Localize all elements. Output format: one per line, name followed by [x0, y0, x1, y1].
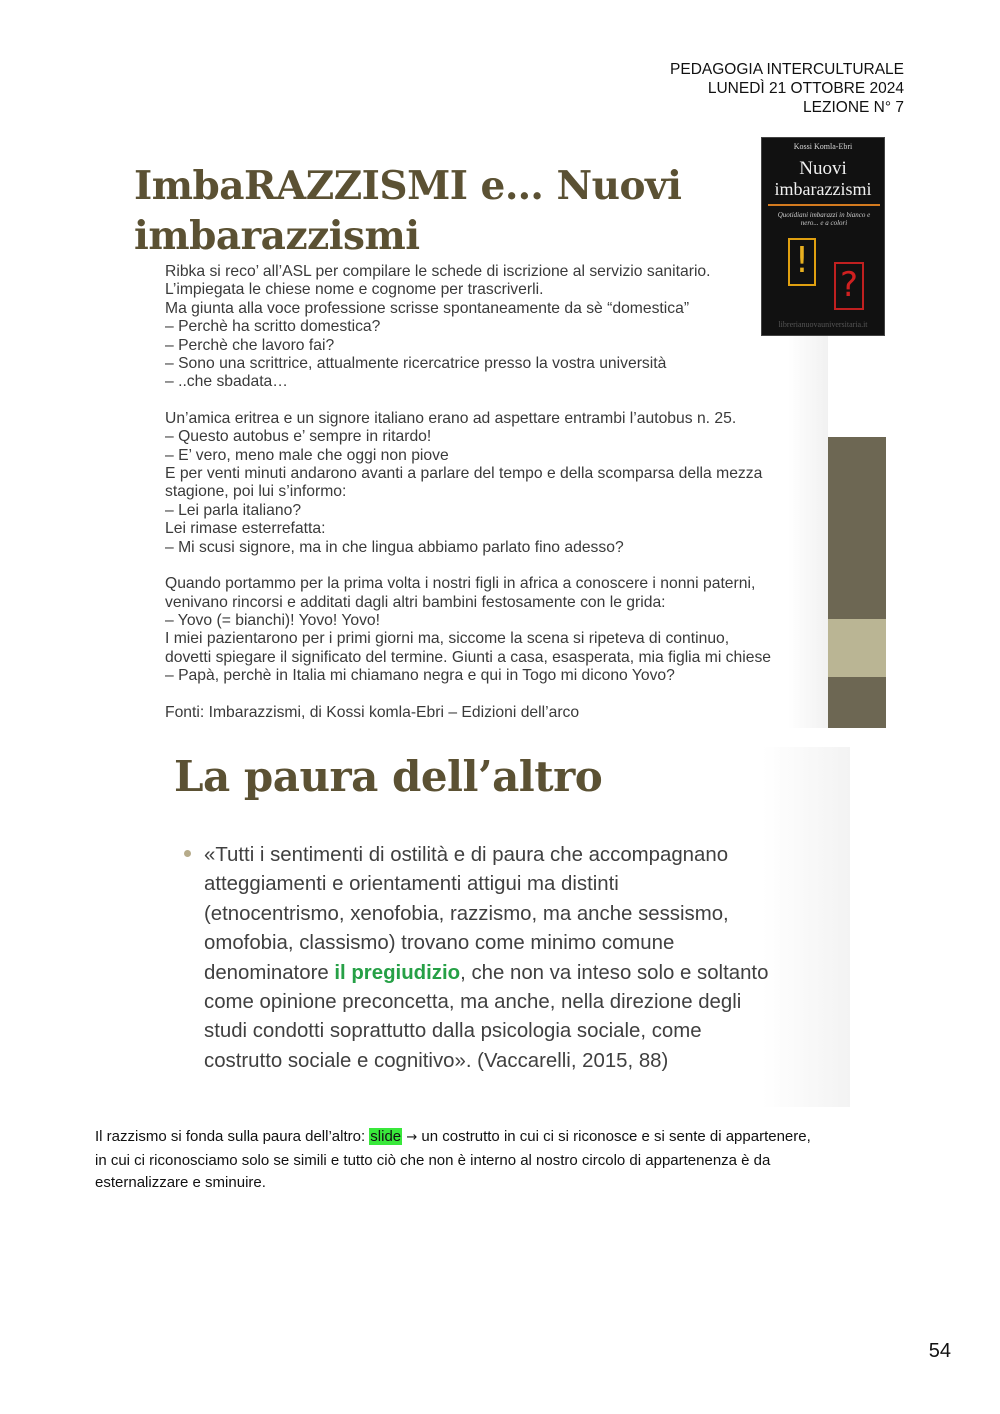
spacer: [165, 392, 845, 410]
slide-source: Fonti: Imbarazzismi, di Kossi komla-Ebri – Edizioni dell’arco: [165, 703, 580, 721]
slide-title: La paura dell’altro: [174, 752, 603, 801]
slide-paura-altro: [118, 747, 850, 1107]
book-title-line1: Nuovi: [799, 158, 847, 179]
quote-line: costrutto sociale e cognitivo». (Vaccarelli, 2015, 88): [204, 1049, 669, 1072]
story-line: dovetti spiegare il significato del termine. Giunti a casa, esasperata, mia figlia mi chiese: [165, 648, 772, 666]
quote-line: «Tutti i sentimenti di ostilità e di paura che accompagnano: [204, 844, 729, 866]
paragraph-text: Il razzismo si fonda sulla paura dell’altro:: [95, 1128, 370, 1145]
slide-imbarazzismi: [118, 137, 886, 728]
story-ribka: [165, 263, 845, 392]
notes-paragraph: [95, 1126, 915, 1195]
slide-body: [165, 263, 845, 722]
story-line: Quando portammo per la prima volta i nostri figli in africa a conoscere i nonni paterni,: [165, 575, 756, 593]
story-line: – Sono una scrittrice, attualmente ricercatrice presso la vostra università: [165, 355, 667, 373]
story-line: I miei pazientarono per i primi giorni ma, siccome la scena si ripeteva di continuo,: [165, 630, 730, 648]
paragraph-line: [95, 1126, 915, 1150]
spacer: [165, 686, 845, 704]
slide-quote: [204, 841, 844, 1076]
story-yovo: [165, 575, 845, 685]
course-title: PEDAGOGIA INTERCULTURALE: [670, 61, 904, 78]
quote-highlight: il pregiudizio: [334, 961, 461, 984]
spacer: [165, 557, 845, 575]
book-title-line2: imbarazzismi: [774, 179, 872, 199]
story-line: L’impiegata le chiese nome e cognome per trascriverli.: [165, 281, 544, 299]
arrow-right-icon: →: [406, 1130, 418, 1145]
story-line: Lei rimase esterrefatta:: [165, 520, 326, 538]
paragraph-line: in cui ci riconosciamo solo se simili e tutto ciò che non è interno al nostro circolo di appartenenza è da: [95, 1151, 771, 1169]
quote-line: omofobia, classismo) trovano come minimo comune: [204, 932, 675, 955]
page-header: [670, 60, 904, 117]
quote-line: (etnocentrismo, xenofobia, razzismo, ma anche sessismo,: [204, 902, 729, 925]
book-author: Kossi Komla-Ebri: [793, 142, 853, 151]
story-line: – E’ vero, meno male che oggi non piove: [165, 446, 449, 464]
highlighted-word: slide: [370, 1128, 402, 1145]
story-line: – Perchè ha scritto domestica?: [165, 318, 381, 336]
story-line: stagione, poi lui s’informo:: [165, 483, 347, 501]
slide-title-line1: ImbaRAZZISMI e… Nuovi: [134, 163, 682, 209]
book-publisher: librerianuovauniversitaria.it: [778, 320, 868, 329]
paragraph-line: esternalizzare e sminuire.: [95, 1174, 266, 1191]
story-autobus: [165, 410, 845, 557]
story-line: – Perchè che lavoro fai?: [165, 336, 335, 354]
question-icon: ?: [834, 262, 864, 310]
paragraph-text: un costrutto in cui ci si riconosce e si sente di appartenere,: [417, 1128, 811, 1145]
page-number: 54: [928, 1340, 951, 1362]
bullet-icon: [184, 850, 191, 857]
quote-text: denominatore: [204, 961, 335, 984]
story-line: – Mi scusi signore, ma in che lingua abbiamo parlato fino adesso?: [165, 538, 624, 556]
slide-title-line2: imbarazzismi: [134, 213, 420, 259]
story-line: Ribka si reco’ all’ASL per compilare le schede di iscrizione al servizio sanitario.: [165, 263, 711, 280]
quote-line: atteggiamenti e orientamenti attigui ma distinti: [204, 873, 619, 896]
story-line: – Yovo (= bianchi)! Yovo! Yovo!: [165, 611, 381, 629]
exclamation-icon: !: [788, 238, 816, 286]
story-line: – ..che sbadata…: [165, 373, 288, 391]
lesson-date: LUNEDÌ 21 OTTOBRE 2024: [707, 80, 904, 97]
quote-line: come opinione preconcetta, ma anche, nella direzione degli: [204, 991, 742, 1014]
story-line: venivano rincorsi e additati dagli altri bambini festosamente con le grida:: [165, 593, 666, 611]
story-line: Ma giunta alla voce professione scrisse spontaneamente da sè “domestica”: [165, 299, 690, 317]
quote-line: [204, 959, 844, 988]
story-line: – Lei parla italiano?: [165, 501, 302, 519]
book-rule: [768, 204, 880, 206]
story-line: Un’amica eritrea e un signore italiano erano ad aspettare entrambi l’autobus n. 25.: [165, 409, 737, 427]
story-line: – Questo autobus e’ sempre in ritardo!: [165, 428, 432, 446]
quote-text: , che non va inteso solo e soltanto: [460, 961, 769, 984]
lesson-number: LEZIONE N° 7: [803, 99, 904, 116]
story-line: – Papà, perchè in Italia mi chiamano negra e qui in Togo mi dicono Yovo?: [165, 667, 675, 685]
slide-title: [134, 161, 774, 261]
quote-line: studi condotti soprattutto dalla psicologia sociale, come: [204, 1020, 702, 1043]
book-subtitle: Quotidiani imbarazzi in bianco e nero... e a colori: [777, 211, 871, 227]
story-line: E per venti minuti andarono avanti a parlare del tempo e della scomparsa della mezza: [165, 465, 763, 483]
